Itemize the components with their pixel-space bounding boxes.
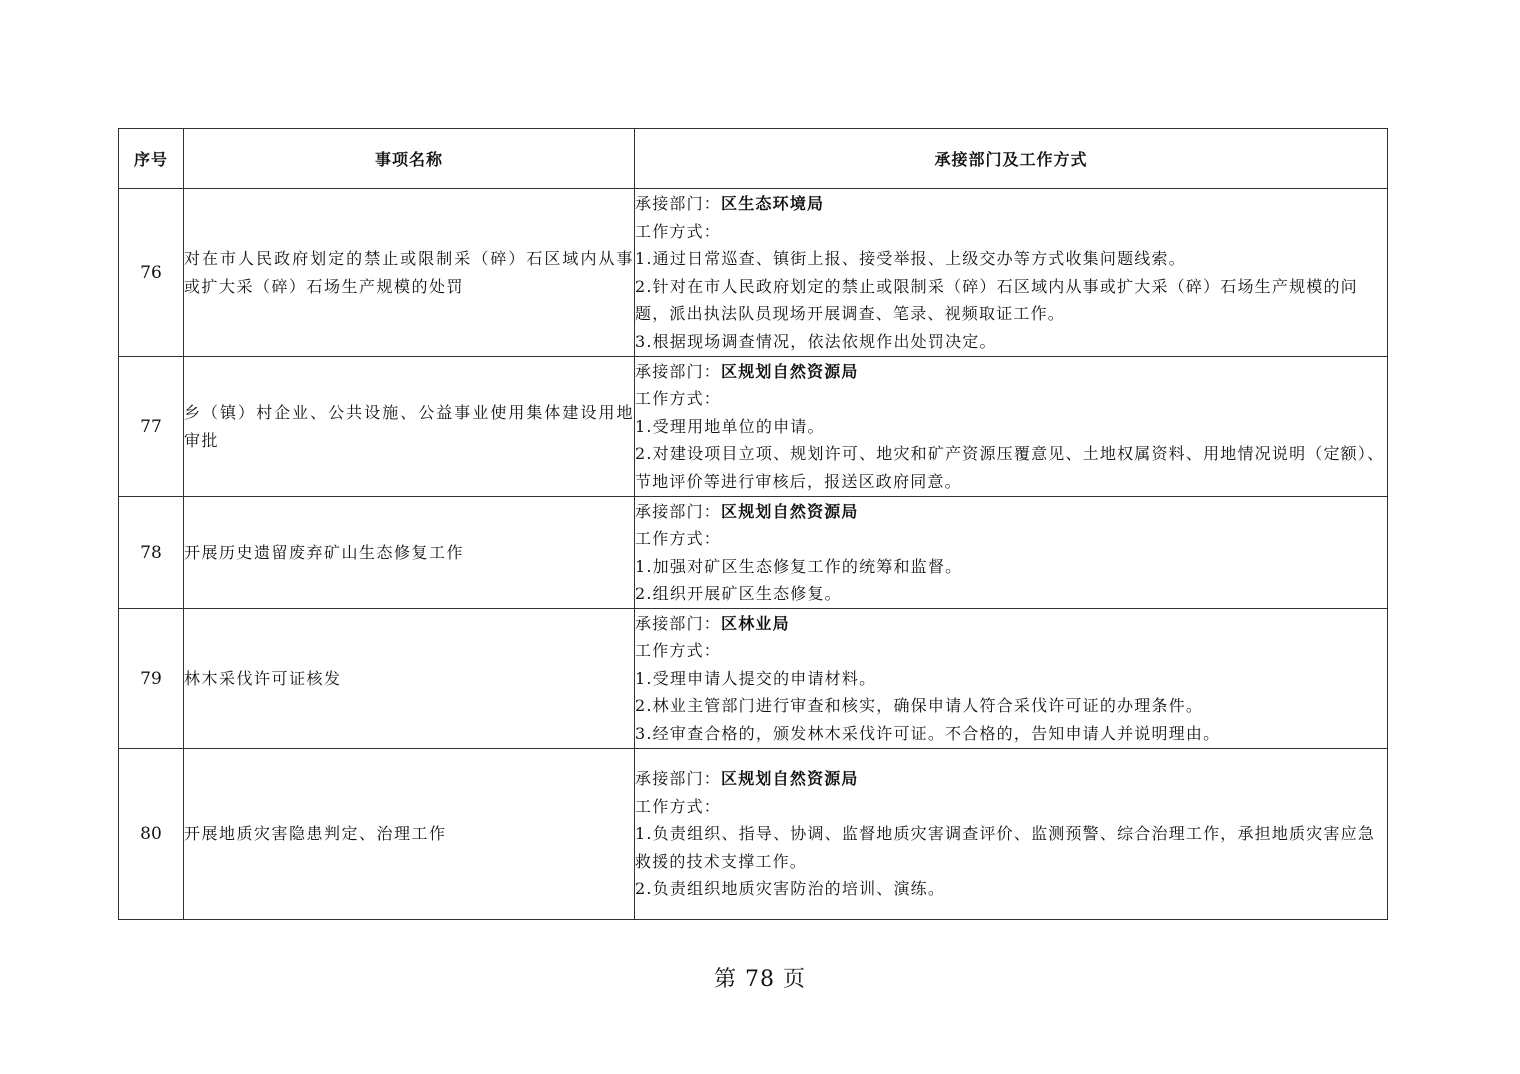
method-label: 工作方式： (635, 796, 722, 816)
header-seq: 序号 (119, 129, 184, 189)
method-label: 工作方式： (635, 389, 722, 409)
items-table (118, 128, 1388, 920)
method-step: 2.组织开展矿区生态修复。 (635, 584, 842, 603)
table-row (119, 357, 1388, 497)
method-label: 工作方式： (635, 221, 722, 241)
dept-name: 区规划自然资源局 (721, 769, 859, 789)
method-label: 工作方式： (635, 641, 722, 661)
row-item-name: 开展历史遗留废弃矿山生态修复工作 (184, 497, 635, 609)
dept-label: 承接部门： (635, 769, 722, 789)
row-item-name: 开展地质灾害隐患判定、治理工作 (184, 749, 635, 920)
row-seq: 79 (119, 609, 184, 749)
dept-name: 区林业局 (721, 613, 790, 633)
page-number: 第 78 页 (714, 967, 806, 992)
dept-name: 区生态环境局 (721, 194, 825, 213)
method-label: 工作方式： (635, 529, 722, 548)
table-row (119, 749, 1388, 920)
row-dept-cell (635, 609, 1388, 749)
row-item-name: 林木采伐许可证核发 (184, 609, 635, 749)
method-step: 1.受理申请人提交的申请材料。 (635, 668, 877, 688)
row-seq: 78 (119, 497, 184, 609)
dept-label: 承接部门： (635, 361, 722, 381)
method-step: 1.通过日常巡查、镇街上报、接受举报、上级交办等方式收集问题线索。 (635, 249, 1186, 268)
dept-line (635, 765, 1387, 793)
table-header-row (119, 129, 1388, 189)
dept-label: 承接部门： (635, 501, 722, 521)
method-step: 3.经审查合格的，颁发林木采伐许可证。不合格的，告知申请人并说明理由。 (635, 723, 1221, 743)
dept-label: 承接部门： (635, 613, 722, 633)
dept-line (635, 498, 1387, 526)
method-step: 2.针对在市人民政府划定的禁止或限制采（碎）石区域内从事或扩大采（碎）石场生产规模的问题，派出执法队员现场开展调查、笔录、视频取证工作。 (635, 276, 1358, 323)
dept-line (635, 358, 1387, 386)
method-step: 1.负责组织、指导、协调、监督地质灾害调查评价、监测预警、综合治理工作，承担地质灾害应急救援的技术支撑工作。 (635, 824, 1376, 871)
dept-line (635, 610, 1387, 638)
method-step: 1.加强对矿区生态修复工作的统筹和监督。 (635, 556, 963, 576)
method-step: 3.根据现场调查情况，依法依规作出处罚决定。 (635, 331, 997, 351)
row-dept-cell (635, 189, 1388, 357)
table-row (119, 497, 1388, 609)
header-dept: 承接部门及工作方式 (635, 129, 1388, 189)
table-row (119, 609, 1388, 749)
method-step: 2.林业主管部门进行审查和核实，确保申请人符合采伐许可证的办理条件。 (635, 696, 1204, 716)
dept-line (635, 190, 1387, 218)
dept-name: 区规划自然资源局 (721, 361, 859, 381)
method-step: 2.对建设项目立项、规划许可、地灾和矿产资源压覆意见、土地权属资料、用地情况说明（定额）、节地评价等进行审核后，报送区政府同意。 (635, 444, 1385, 491)
method-step: 1.受理用地单位的申请。 (635, 416, 825, 436)
row-dept-cell (635, 749, 1388, 920)
dept-name: 区规划自然资源局 (721, 501, 859, 521)
header-name: 事项名称 (184, 129, 635, 189)
dept-label: 承接部门： (635, 194, 722, 213)
row-seq: 80 (119, 749, 184, 920)
method-step: 2.负责组织地质灾害防治的培训、演练。 (635, 879, 946, 899)
row-dept-cell (635, 497, 1388, 609)
row-seq: 76 (119, 189, 184, 357)
row-seq: 77 (119, 357, 184, 497)
row-dept-cell (635, 357, 1388, 497)
table-row (119, 189, 1388, 357)
row-item-name: 乡（镇）村企业、公共设施、公益事业使用集体建设用地审批 (184, 357, 635, 497)
row-item-name: 对在市人民政府划定的禁止或限制采（碎）石区域内从事或扩大采（碎）石场生产规模的处罚 (184, 189, 635, 357)
